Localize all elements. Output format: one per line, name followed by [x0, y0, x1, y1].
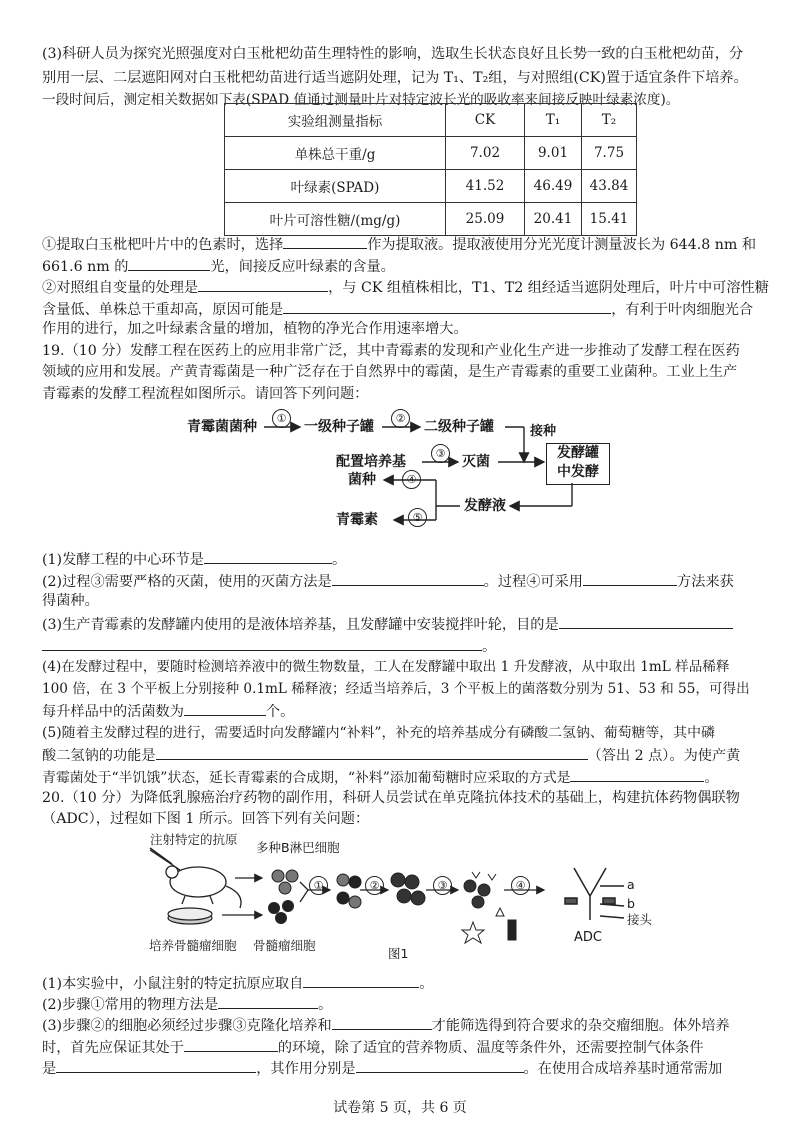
- q18-text-line: (3)科研人员为探究光照强度对白玉枇杷幼苗生理特性的影响，选取生长状态良好且长势一致的白玉枇杷幼苗，分: [42, 46, 744, 62]
- table-header: T₂: [582, 104, 637, 137]
- syringe-icon: [150, 848, 172, 864]
- myeloma-cells-icon: [268, 900, 294, 924]
- question-text: 的环境，除了适宜的营养物质、温度等条件外，还需要控制气体条件: [277, 1040, 704, 1056]
- broth-label: 发酵液: [464, 498, 506, 514]
- answer-blank[interactable]: [184, 700, 266, 716]
- question-text: ①提取白玉枇杷叶片中的色素时，选择: [42, 237, 284, 253]
- table-cell: 叶绿素(SPAD): [225, 170, 446, 203]
- b-cells-icon: [272, 870, 298, 894]
- table-cell: 15.41: [582, 203, 637, 236]
- question-text: 酸二氢钠的功能是: [42, 748, 156, 764]
- step-marker: ③: [431, 444, 450, 463]
- question-text: 。: [331, 552, 347, 568]
- q20-p2: [42, 993, 332, 1015]
- table-header: T₁: [525, 104, 582, 137]
- step-marker: ①: [309, 876, 328, 895]
- answer-blank[interactable]: [332, 1014, 432, 1030]
- question-text: 光，间接反应叶绿素的含量。: [210, 259, 395, 275]
- q20-p3: [42, 1057, 722, 1079]
- answer-blank[interactable]: [56, 1057, 256, 1073]
- q19-p4: [42, 700, 294, 722]
- q19-p5: [42, 744, 740, 766]
- answer-blank[interactable]: [583, 570, 677, 586]
- question-text: 。: [482, 639, 497, 655]
- adc-label: ADC: [574, 930, 602, 945]
- q20-p3: [42, 1014, 730, 1036]
- question-text: ，其作用分别是: [256, 1061, 356, 1077]
- question-text: （答出 2 点）。为使产黄: [587, 748, 741, 764]
- penicillin-label: 青霉素: [336, 512, 378, 528]
- medium-label: 配置培养基: [336, 454, 406, 470]
- q19-p1: [42, 548, 346, 570]
- q20-p3: [42, 1036, 704, 1058]
- table-cell: 25.09: [446, 203, 525, 236]
- question-text: 时，首先应保证其处于: [42, 1040, 184, 1056]
- fused-cells-icon: [337, 874, 361, 908]
- fermenter-box: [546, 443, 610, 485]
- q19-p2: [42, 570, 734, 592]
- step-marker: ②: [365, 876, 384, 895]
- petri-dish-icon: [168, 908, 212, 924]
- step-marker: ③: [433, 876, 452, 895]
- antigen-label: 注射特定的抗原: [150, 832, 238, 847]
- answer-blank[interactable]: [42, 635, 482, 651]
- answer-blank[interactable]: [303, 972, 419, 988]
- q19-intro-line: 19.（10 分）发酵工程在医药上的应用非常广泛，其中青霉素的发现和产业化生产进一步推动了发酵工程在医药: [42, 343, 740, 359]
- culture-label: 培养骨髓瘤细胞: [149, 938, 237, 953]
- question-text: 。: [318, 997, 333, 1013]
- table-header: CK: [446, 104, 525, 137]
- question-text: ，与 CK 组植株相比，T1、T2 组经适当遮阴处理后，叶片中可溶性糖: [328, 280, 769, 296]
- question-text: ，有利于叶肉细胞光合: [611, 302, 754, 318]
- question-text: ②对照组自变量的处理是: [42, 280, 199, 296]
- q19-p4: (4)在发酵过程中，要随时检测培养液中的微生物数量，工人在发酵罐中取出 1 升发酵液，从中取出 1mL 样品稀释: [42, 659, 730, 675]
- question-text: 方法来获: [677, 574, 734, 590]
- fermenter-label: 发酵罐: [557, 445, 599, 461]
- question-text: 才能筛选得到符合要求的杂交瘤细胞。体外培养: [431, 1018, 730, 1034]
- step-marker: ④: [511, 876, 530, 895]
- answer-blank[interactable]: [332, 570, 484, 586]
- question-text: (2)过程③需要严格的灭菌，使用的灭菌方法是: [42, 574, 332, 590]
- step-marker: ②: [391, 409, 410, 428]
- answer-blank[interactable]: [559, 613, 733, 629]
- step-marker: ⑤: [408, 508, 427, 527]
- q20-p1: [42, 972, 434, 994]
- q19-p5: (5)随着主发酵过程的进行，需要适时向发酵罐内“补料”，补充的培养基成分有磷酸二氢钠、葡萄糖等，其中磷: [42, 725, 715, 741]
- question-text: (2)步骤①常用的物理方法是: [42, 997, 219, 1013]
- table-cell: 叶片可溶性糖/(mg/g): [225, 203, 446, 236]
- step-marker: ④: [402, 470, 421, 489]
- strain-label: 青霉菌菌种: [187, 419, 257, 435]
- drug-molecule-icon: [462, 920, 516, 943]
- question-text: 每升样品中的活菌数为: [42, 704, 184, 720]
- answer-blank[interactable]: [356, 1057, 524, 1073]
- figure-caption: 图1: [388, 946, 409, 961]
- question-text: (3)生产青霉素的发酵罐内使用的是液体培养基，且发酵罐中安装搅拌叶轮，目的是: [42, 617, 559, 633]
- fermenter-label: 中发酵: [557, 464, 599, 480]
- q19-p4: 100 倍，在 3 个平板上分别接种 0.1mL 稀释液；经适当培养后，3 个平板上的菌落数分别为 51、53 和 55，可得出: [42, 681, 750, 697]
- question-text: 青霉菌处于“半饥饿”状态，延长青霉素的合成期，“补料”添加葡萄糖时应采取的方式是: [42, 770, 571, 786]
- question-text: (1)本实验中，小鼠注射的特定抗原应取自: [42, 976, 304, 992]
- label-a: a: [627, 877, 635, 892]
- q19-p2-cont: 得菌种。: [42, 593, 99, 609]
- hybridoma-cells-icon: [391, 873, 425, 905]
- question-text: 个。: [265, 704, 295, 720]
- question-text: 。过程④可采用: [483, 574, 583, 590]
- sterilize-label: 灭菌: [462, 454, 490, 470]
- q19-p5: [42, 766, 718, 788]
- tank2-label: 二级种子罐: [424, 419, 494, 435]
- table-cell: 7.75: [582, 137, 637, 170]
- q19-p3-cont: [42, 635, 496, 657]
- product-strain-label: 菌种: [348, 472, 376, 488]
- question-text: (3)步骤②的细胞必须经过步骤③克隆化培养和: [42, 1018, 332, 1034]
- q19-intro-line: 领域的应用和发展。产黄青霉菌是一种广泛存在于自然界中的霉菌，是生产青霉素的重要工业菌种。工业上生产: [42, 364, 738, 380]
- table-cell: 46.49: [525, 170, 582, 203]
- table-cell: 单株总干重/g: [225, 137, 446, 170]
- question-text: 是: [42, 1061, 57, 1077]
- question-text: 含量低、单株总干重却高，原因可能是: [42, 302, 284, 318]
- q20-intro-line: （ADC），过程如下图 1 所示。回答下列有关问题：: [42, 811, 370, 827]
- answer-blank[interactable]: [184, 1036, 278, 1052]
- question-text: 。在使用合成培养基时通常需加: [523, 1061, 723, 1077]
- myeloma-label: 骨髓瘤细胞: [253, 938, 316, 953]
- answer-blank[interactable]: [218, 993, 318, 1009]
- inoculate-label: 接种: [530, 424, 557, 439]
- tank1-label: 一级种子罐: [304, 419, 374, 435]
- q20-intro-line: 20.（10 分）为降低乳腺癌治疗药物的副作用，科研人员尝试在单克隆抗体技术的基础上，构建抗体药物偶联物: [42, 790, 740, 806]
- page-footer: 试卷第 5 页，共 6 页: [333, 1100, 467, 1116]
- table-cell: 41.52: [446, 170, 525, 203]
- linker-label: 接头: [627, 912, 653, 927]
- b-cells-label: 多种B淋巴细胞: [256, 840, 340, 855]
- antibody-icon: [464, 872, 504, 916]
- table-header: 实验组测量指标: [225, 104, 446, 137]
- table-cell: 20.41: [525, 203, 582, 236]
- table-cell: 9.01: [525, 137, 582, 170]
- adc-molecule-icon: [565, 868, 624, 920]
- table-cell: 7.02: [446, 137, 525, 170]
- q18-sub2-line: 作用的进行，加之叶绿素含量的增加，植物的净光合作用速率增大。: [42, 321, 468, 337]
- q18-text-line: 别用一层、二层遮阳网对白玉枇杷幼苗进行适当遮阴处理，记为 T₁、T₂组，与对照组(CK)置于适宜条件下培养。: [42, 70, 748, 86]
- question-text: 661.6 nm 的: [42, 259, 129, 275]
- answer-blank[interactable]: [570, 766, 704, 782]
- q18-text-line: 一段时间后，测定相关数据如下表(SPAD 值通过测量叶片对特定波长光的吸收率来间接反映叶绿素浓度)。: [42, 92, 680, 108]
- question-text: 作为提取液。提取液使用分光光度计测量波长为 644.8 nm 和: [367, 237, 757, 253]
- question-text: 。: [704, 770, 719, 786]
- q19-p3: [42, 613, 733, 635]
- question-text: (1)发酵工程的中心环节是: [42, 552, 204, 568]
- q19-intro-line: 青霉素的发酵工程流程如图所示。请回答下列问题：: [42, 386, 369, 402]
- question-text: 。: [419, 976, 434, 992]
- table-cell: 43.84: [582, 170, 637, 203]
- answer-blank[interactable]: [156, 744, 588, 760]
- step-marker: ①: [272, 409, 291, 428]
- answer-blank[interactable]: [204, 548, 332, 564]
- label-b: b: [627, 896, 635, 911]
